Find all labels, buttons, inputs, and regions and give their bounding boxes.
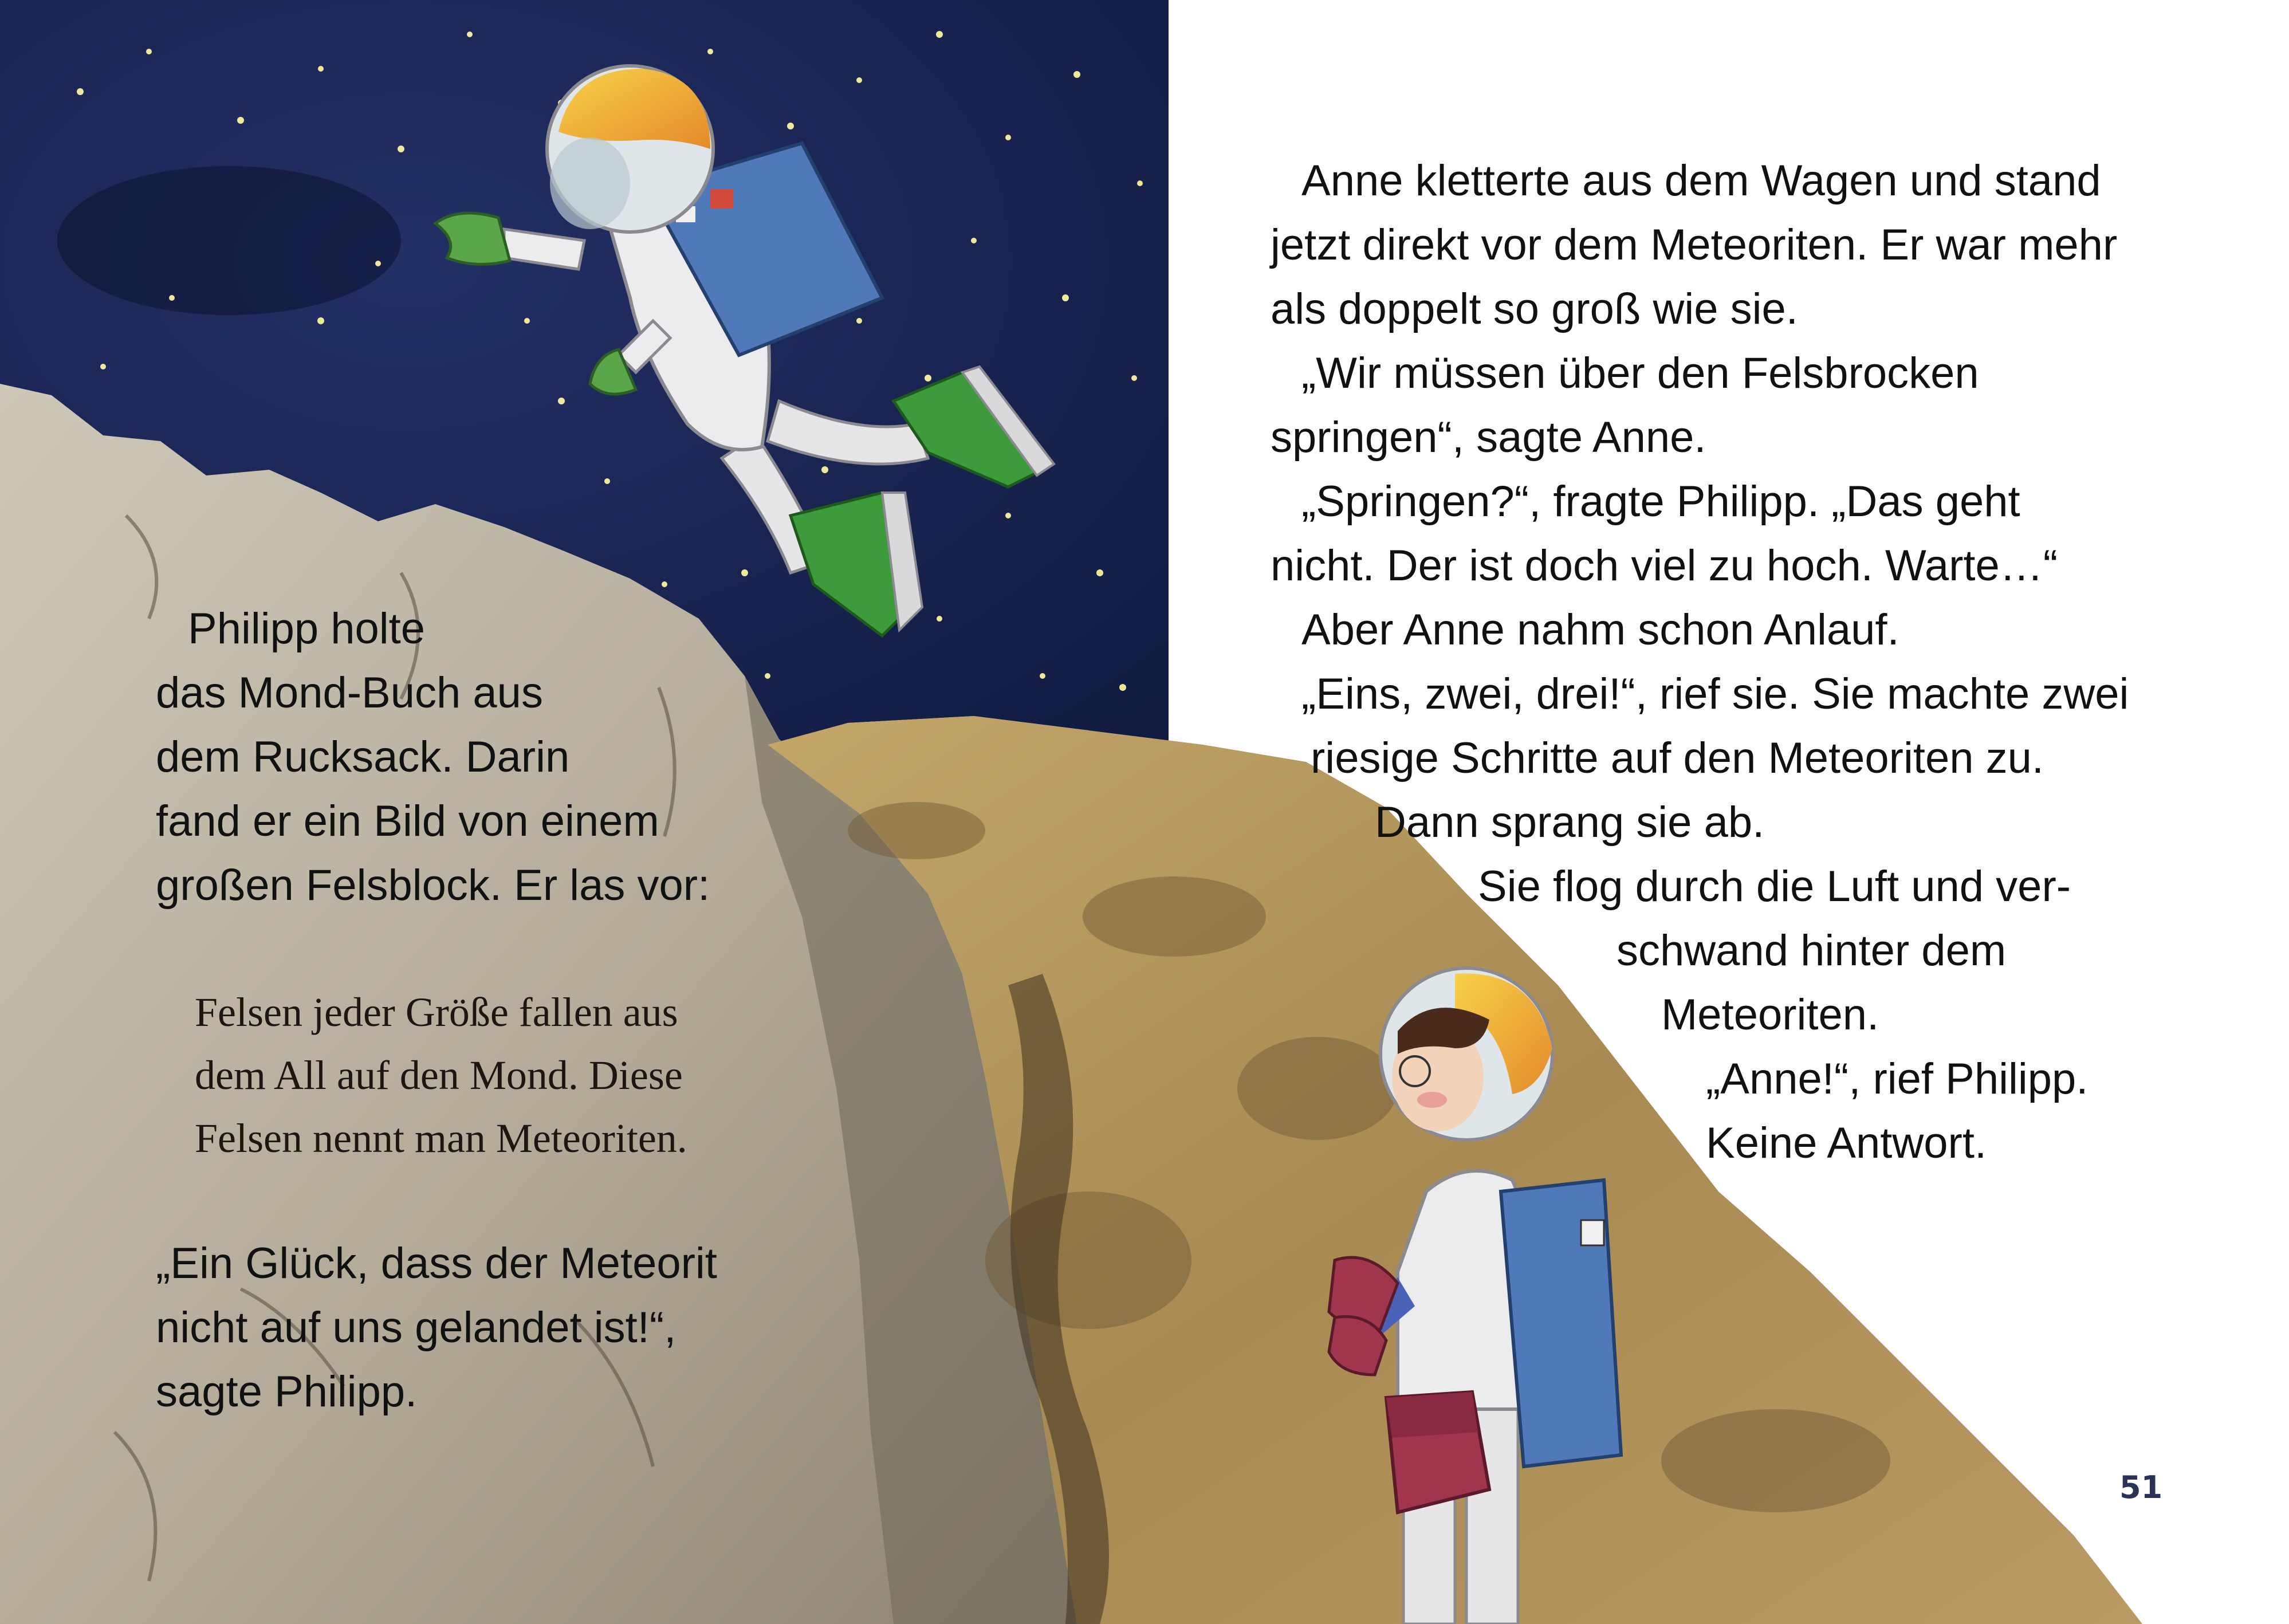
- right-story-line: „Eins, zwei, drei!“, rief sie. Sie machte zwei: [1301, 670, 2129, 718]
- right-story-line: jetzt direkt vor dem Meteoriten. Er war mehr: [1271, 221, 2118, 269]
- book-quote-line: Felsen nennt man Meteoriten.: [195, 1115, 687, 1161]
- right-story-line: als doppelt so groß wie sie.: [1271, 285, 1798, 333]
- right-story-line: nicht. Der ist doch viel zu hoch. Warte…“: [1271, 541, 2058, 590]
- left-closing-line: nicht auf uns gelandet ist!“,: [156, 1303, 677, 1352]
- right-story-line: „Anne!“, rief Philipp.: [1706, 1055, 2089, 1103]
- right-story-line: „Springen?“, fragte Philipp. „Das geht: [1301, 477, 2020, 526]
- right-story-line: Keine Antwort.: [1706, 1119, 1987, 1167]
- right-story-line: schwand hinter dem: [1617, 926, 2007, 975]
- right-story-line: Dann sprang sie ab.: [1375, 798, 1765, 847]
- right-story-line: Aber Anne nahm schon Anlauf.: [1301, 605, 1899, 654]
- right-story-line: „Wir müssen über den Felsbrocken: [1301, 349, 1979, 398]
- sky-haze: [57, 166, 401, 315]
- left-intro-line: das Mond-Buch aus: [156, 669, 543, 717]
- right-story-line: Anne kletterte aus dem Wagen und stand: [1301, 156, 2101, 205]
- book-quote-line: dem All auf den Mond. Diese: [195, 1052, 683, 1098]
- page-number: 51: [2119, 1469, 2163, 1505]
- left-intro-line: fand er ein Bild von einem: [156, 797, 659, 846]
- left-intro-line: großen Felsblock. Er las vor:: [156, 861, 710, 910]
- left-closing-line: „Ein Glück, dass der Meteorit: [156, 1239, 717, 1288]
- left-intro-line: Philipp holte: [188, 604, 426, 653]
- book-quote-line: Felsen jeder Größe fallen aus: [195, 989, 678, 1035]
- right-story-line: Meteoriten.: [1661, 990, 1879, 1039]
- left-intro-line: dem Rucksack. Darin: [156, 733, 570, 781]
- right-story-line: Sie flog durch die Luft und ver-: [1478, 862, 2071, 911]
- right-story-line: riesige Schritte auf den Meteoriten zu.: [1311, 734, 2044, 782]
- left-closing-line: sagte Philipp.: [156, 1367, 418, 1416]
- right-story-line: springen“, sagte Anne.: [1271, 413, 1706, 462]
